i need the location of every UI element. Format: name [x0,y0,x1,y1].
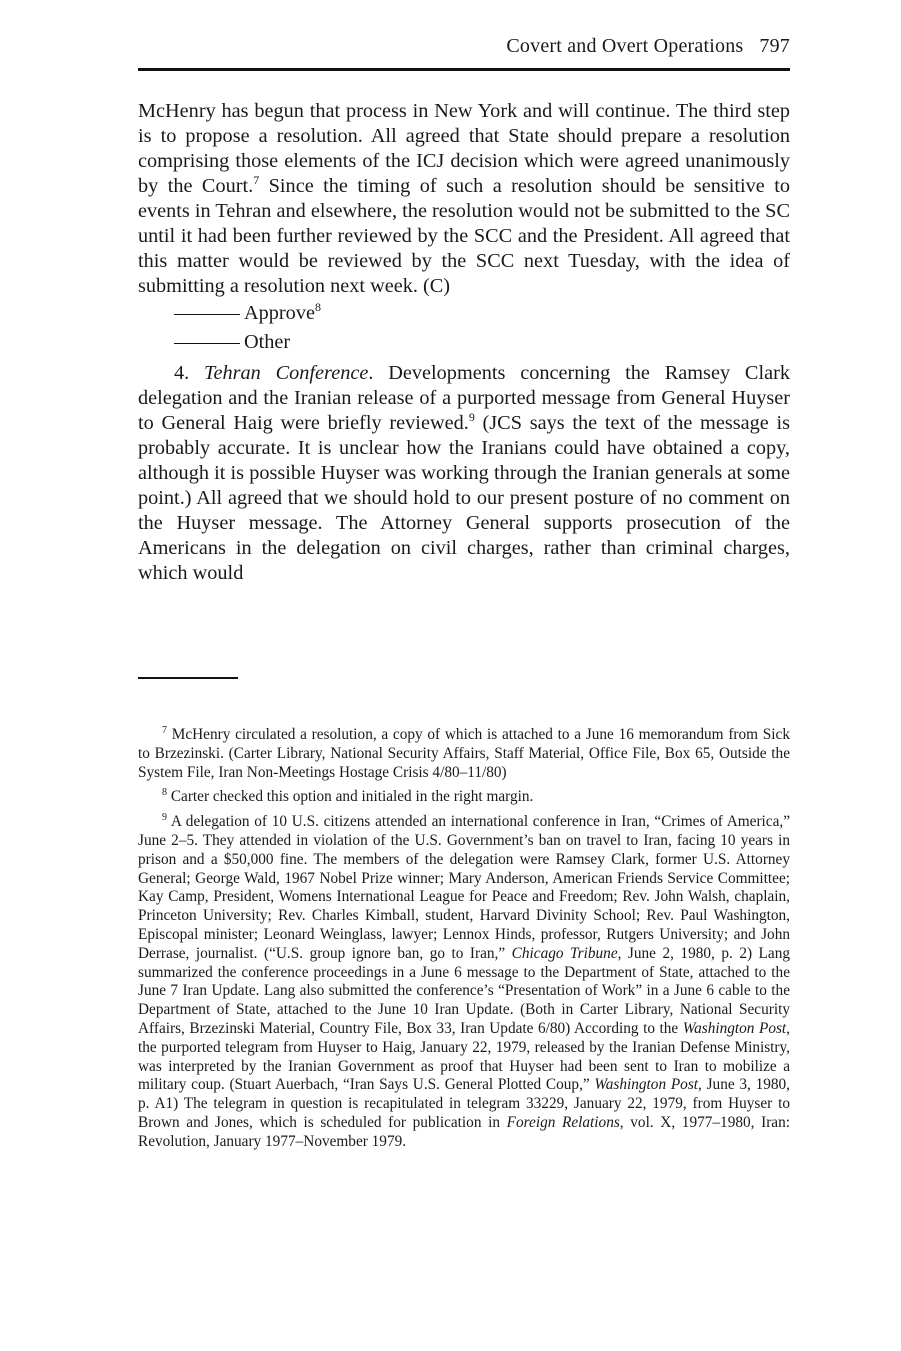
item-title: Tehran Conference [204,362,369,384]
paragraph-tehran-conference [138,361,790,586]
main-text [138,99,790,586]
footnote-text: , June 2, 1980, p. 2) Lang summarized the conference proceedings in a June 6 message to the Department of State, attached to the June 7 Iran Update. Lang also submitted the conference’s “Presentation of Work” in a June 6 cable to the Department of State, attached to the June 10 Iran Update. (Both in Carter Library, National Security Affairs, Brzezinski Material, Country File, Box 33, Iran Update 6/80) According to the [138,944,790,1037]
approve-option [138,299,790,328]
footnote-rule [138,677,238,679]
header-rule [138,68,790,71]
footnote-text: , the purported telegram from Huyser to Haig, January 22, 1979, released by the Iranian Defense Ministry, was interpreted by the Iranian Government as proof that Huyser had been sent to Iran to mobilize a military coup. (Stuart Auerbach, “Iran Says U.S. General Plotted Coup,” [138,1019,790,1094]
publication-title: Chicago Tribune [511,944,618,962]
footnote-text: A delegation of 10 U.S. citizens attended an international conference in Iran, “Crimes of America,” June 2–5. They attended in violation of the U.S. Government’s ban on travel to Iran, facing 10 years in prison and a $50,000 fine. The members of the delegation were Ramsey Clark, former U.S. Attorney General; George Wald, 1967 Nobel Prize winner; Mary Anderson, American Friends Service Committee; Kay Camp, President, Womens International League for Peace and Freedom; Rev. John Walsh, chaplain, Princeton University; Rev. Charles Kimball, student, Harvard Divinity School; Rev. Paul Washington, Episcopal minister; Leonard Weinglass, lawyer; Lennox Hinds, professor, Rutgers University; and John Derrase, journalist. (“U.S. group ignore ban, go to Iran,” [138,813,790,962]
other-option [138,328,790,357]
item-number: 4. [174,362,205,384]
footnote-text: , vol. X, 1977–1980, Iran: Revolution, January 1977–November 1979. [138,1113,790,1150]
paragraph-text: McHenry has begun that process in New York and will continue. The third step is to propose a resolution. All agreed that State should prepare a resolution comprising those elements of the ICJ decision which were agreed unanimously by the Court. [138,100,790,197]
paragraph-text: (JCS says the text of the message is probably accurate. It is unclear how the Iranians could have obtained a copy, although it is possible Huyser was working through the Iranian generals at some point.) All agreed that we should hold to our present posture of no comment on the Huyser message. The Attorney General supports prosecution of the Americans in the delegation on civil charges, rather than criminal charges, which would [138,412,790,584]
footnote-9 [138,813,790,1151]
footnote-ref-7: 7 [253,173,260,187]
paragraph-text: . Developments concerning the Ramsey Clark delegation and the Iranian release of a purported message from General Huyser to General Haig were briefly reviewed. [138,362,790,434]
footnote-8 [138,788,790,807]
approve-blank-line [174,314,240,315]
footnote-ref-9: 9 [468,410,475,424]
footnotes [138,726,790,1158]
running-title: Covert and Overt Operations [506,35,744,57]
footnote-7 [138,726,790,782]
footnote-ref-8: 8 [314,300,321,314]
other-label: Other [244,331,291,353]
paragraph-resolution [138,99,790,299]
publication-title: Washington Post [594,1076,699,1094]
footnote-number: 8 [162,787,167,799]
footnote-text: McHenry circulated a resolution, a copy of which is attached to a June 16 memorandum from Sick to Brzezinski. (Carter Library, National Security Affairs, Staff Material, Office File, Box 65, Outside the System File, Iran Non-Meetings Hostage Crisis 4/80–11/80) [138,726,790,781]
approve-label: Approve [244,302,315,324]
document-page [138,0,790,1351]
footnote-text: Carter checked this option and initialed in the right margin. [167,788,534,806]
publication-title: Washington Post [682,1019,787,1037]
paragraph-text: Since the timing of such a resolution should be sensitive to events in Tehran and elsewhere, the resolution would not be submitted to the SC until it had been further reviewed by the SCC and the President. All agreed that this matter would be reviewed by the SCC next Tuesday, with the idea of submitting a resolution next week. (C) [138,175,790,297]
other-blank-line [174,343,240,344]
running-header [506,35,790,58]
footnote-text: , June 3, 1980, p. A1) The telegram in question is recapitulated in telegram 33229, January 22, 1979, from Huyser to Brown and Jones, which is scheduled for publication in [138,1076,790,1131]
footnote-number: 9 [162,812,167,824]
publication-title: Foreign Relations [506,1113,620,1131]
page-number: 797 [759,35,790,57]
footnote-number: 7 [162,725,167,736]
